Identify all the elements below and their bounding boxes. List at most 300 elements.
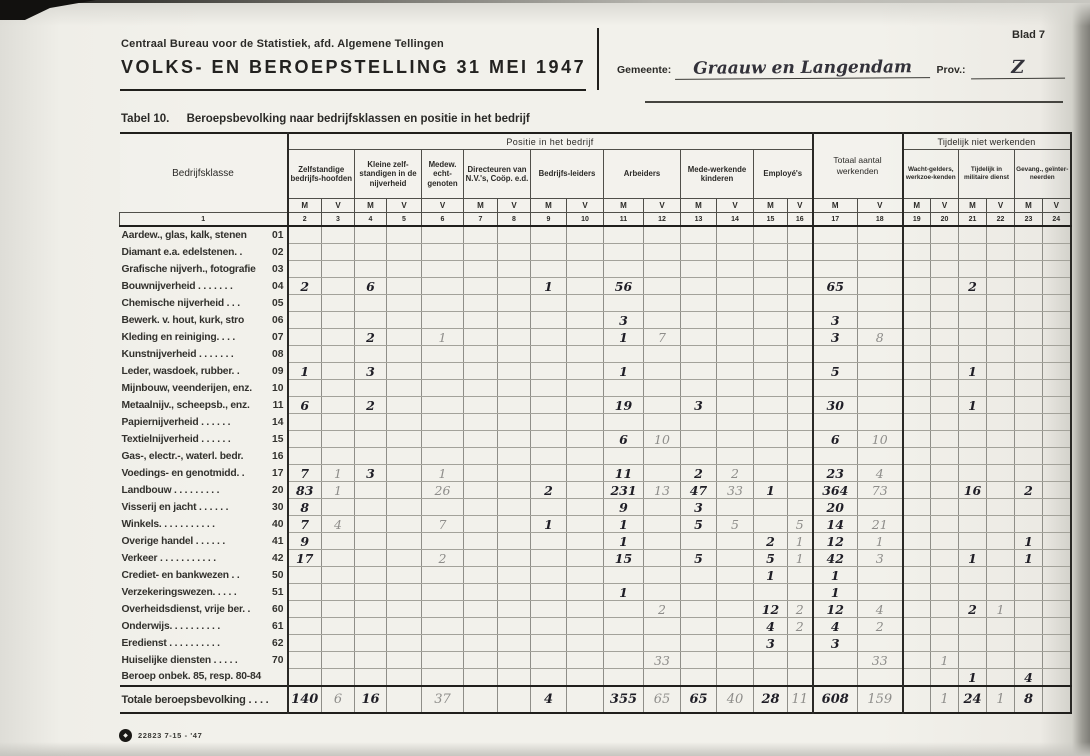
data-cell-col24 (1043, 261, 1071, 278)
data-cell-col15 (754, 516, 788, 533)
data-cell-col23: 8 (1015, 686, 1043, 713)
data-cell-col24 (1043, 329, 1071, 346)
row-label-cell (120, 226, 288, 244)
data-cell-col8 (498, 295, 531, 312)
data-cell-col4 (355, 226, 387, 244)
tijdelijk-subgroup-header: Tijdelijk in militaire dienst (959, 150, 1015, 199)
data-cell-col21 (959, 618, 987, 635)
positie-group-header: Positie in het bedrijf (288, 133, 813, 150)
cbs-logo-icon: ◆ (119, 729, 132, 742)
data-cell-col10 (567, 312, 604, 329)
industry-row (120, 448, 1071, 465)
row-label: Overheidsdienst, vrije ber. . (121, 603, 251, 615)
column-number: 22 (987, 213, 1015, 227)
data-cell-col19 (903, 397, 931, 414)
data-cell-col7 (464, 465, 498, 482)
data-cell-col17 (813, 652, 858, 669)
data-cell-col8 (498, 397, 531, 414)
data-cell-col8 (498, 601, 531, 618)
data-cell-col24 (1043, 226, 1071, 244)
data-cell-col9: 1 (531, 516, 567, 533)
data-cell-col16 (788, 380, 813, 397)
data-cell-col11 (604, 261, 644, 278)
data-cell-col19 (903, 363, 931, 380)
data-cell-col23 (1015, 431, 1043, 448)
data-cell-col3 (322, 414, 355, 431)
data-cell-col8 (498, 261, 531, 278)
data-cell-col23 (1015, 312, 1043, 329)
data-cell-col7 (464, 380, 498, 397)
data-cell-col5 (387, 550, 422, 567)
data-cell-col9 (531, 380, 567, 397)
data-cell-col5 (387, 244, 422, 261)
data-cell-col4 (355, 261, 387, 278)
data-cell-col11 (604, 618, 644, 635)
data-cell-col18 (858, 397, 903, 414)
data-cell-col6 (422, 380, 464, 397)
data-cell-col10 (567, 669, 604, 687)
data-cell-col24 (1043, 669, 1071, 687)
data-cell-col5 (387, 312, 422, 329)
row-code: 20 (272, 484, 284, 496)
row-code: 14 (272, 416, 284, 428)
data-cell-col8 (498, 533, 531, 550)
data-cell-col22 (987, 482, 1015, 499)
data-cell-col16 (788, 226, 813, 244)
data-cell-col2 (288, 261, 322, 278)
row-label-cell (120, 618, 288, 635)
data-cell-col12 (644, 584, 681, 601)
row-label-cell (120, 261, 288, 278)
data-cell-col17: 30 (813, 397, 858, 414)
data-cell-col13 (681, 669, 717, 687)
scan-edge (0, 0, 1090, 3)
data-cell-col18: 4 (858, 601, 903, 618)
row-label-cell (120, 516, 288, 533)
data-cell-col10 (567, 635, 604, 652)
data-cell-col21: 24 (959, 686, 987, 713)
data-cell-col19 (903, 567, 931, 584)
data-cell-col13: 5 (681, 550, 717, 567)
data-cell-col5 (387, 431, 422, 448)
data-cell-col11 (604, 669, 644, 687)
data-cell-col16 (788, 312, 813, 329)
row-code: 15 (272, 433, 284, 445)
data-cell-col23 (1015, 226, 1043, 244)
row-label-cell (120, 380, 288, 397)
data-cell-col8 (498, 226, 531, 244)
data-cell-col6: 7 (422, 516, 464, 533)
data-cell-col4 (355, 244, 387, 261)
data-cell-col2 (288, 346, 322, 363)
data-cell-col21 (959, 346, 987, 363)
data-cell-col6 (422, 601, 464, 618)
industry-row (120, 244, 1071, 261)
data-cell-col21 (959, 448, 987, 465)
row-label-cell (120, 363, 288, 380)
data-cell-col16: 2 (788, 601, 813, 618)
data-cell-col23 (1015, 618, 1043, 635)
data-cell-col3 (322, 601, 355, 618)
data-cell-col13 (681, 601, 717, 618)
data-cell-col13 (681, 363, 717, 380)
column-number: 5 (387, 213, 422, 227)
data-cell-col22 (987, 397, 1015, 414)
data-cell-col4 (355, 312, 387, 329)
data-cell-col3 (322, 346, 355, 363)
data-cell-col11: 15 (604, 550, 644, 567)
data-cell-col24 (1043, 380, 1071, 397)
data-cell-col23 (1015, 295, 1043, 312)
data-cell-col7 (464, 448, 498, 465)
data-cell-col4: 2 (355, 397, 387, 414)
data-cell-col4 (355, 533, 387, 550)
data-cell-col17: 364 (813, 482, 858, 499)
data-cell-col21 (959, 499, 987, 516)
data-cell-col16 (788, 414, 813, 431)
data-cell-col7 (464, 652, 498, 669)
row-code: 02 (272, 246, 284, 258)
data-cell-col15 (754, 329, 788, 346)
data-cell-col3 (322, 278, 355, 295)
data-cell-col6 (422, 618, 464, 635)
row-label-cell (120, 686, 288, 713)
column-group-header: Mede-werkende kinderen (681, 150, 754, 199)
data-cell-col11 (604, 244, 644, 261)
data-cell-col11 (604, 652, 644, 669)
data-cell-col7 (464, 499, 498, 516)
data-cell-col15 (754, 244, 788, 261)
data-cell-col22 (987, 431, 1015, 448)
data-cell-col17: 42 (813, 550, 858, 567)
data-cell-col16 (788, 261, 813, 278)
data-cell-col2 (288, 312, 322, 329)
data-cell-col4: 6 (355, 278, 387, 295)
data-cell-col17 (813, 295, 858, 312)
data-cell-col18 (858, 346, 903, 363)
data-cell-col20 (931, 635, 959, 652)
row-label: Winkels. . . . . . . . . . . (121, 518, 215, 530)
data-cell-col21: 1 (959, 397, 987, 414)
data-cell-col3: 1 (322, 482, 355, 499)
data-cell-col19 (903, 584, 931, 601)
data-cell-col23 (1015, 414, 1043, 431)
data-cell-col2: 1 (288, 363, 322, 380)
tijdelijk-subgroup-header: Wacht-gelders, werkzoe-kenden (903, 150, 959, 199)
sex-column-header: M (754, 199, 788, 213)
data-cell-col22 (987, 295, 1015, 312)
data-cell-col4: 3 (355, 363, 387, 380)
data-cell-col6 (422, 363, 464, 380)
data-cell-col9 (531, 448, 567, 465)
data-cell-col16 (788, 635, 813, 652)
data-cell-col11: 1 (604, 533, 644, 550)
data-cell-col4 (355, 584, 387, 601)
data-cell-col24 (1043, 601, 1071, 618)
data-cell-col18 (858, 635, 903, 652)
data-cell-col17: 6 (813, 431, 858, 448)
data-cell-col6: 1 (422, 329, 464, 346)
data-cell-col5 (387, 652, 422, 669)
agency-line: Centraal Bureau voor de Statistiek, afd. Algemene Tellingen (121, 38, 444, 50)
data-cell-col19 (903, 226, 931, 244)
data-cell-col12 (644, 244, 681, 261)
industry-row (120, 295, 1071, 312)
data-cell-col11 (604, 414, 644, 431)
data-cell-col17: 23 (813, 465, 858, 482)
data-cell-col5 (387, 584, 422, 601)
data-cell-col12: 7 (644, 329, 681, 346)
data-cell-col18 (858, 584, 903, 601)
data-cell-col18 (858, 669, 903, 687)
data-cell-col10 (567, 516, 604, 533)
data-cell-col18 (858, 244, 903, 261)
data-cell-col22 (987, 652, 1015, 669)
column-number: 13 (681, 213, 717, 227)
data-cell-col10 (567, 567, 604, 584)
industry-row (120, 618, 1071, 635)
data-cell-col2 (288, 295, 322, 312)
data-cell-col9 (531, 226, 567, 244)
data-cell-col17: 1 (813, 567, 858, 584)
industry-row (120, 652, 1071, 669)
data-cell-col17: 608 (813, 686, 858, 713)
data-cell-col23: 1 (1015, 550, 1043, 567)
data-cell-col20 (931, 584, 959, 601)
column-number: 16 (788, 213, 813, 227)
data-cell-col5 (387, 226, 422, 244)
data-cell-col7 (464, 686, 498, 713)
gemeente-label: Gemeente: (617, 64, 672, 76)
data-cell-col2 (288, 618, 322, 635)
data-cell-col22 (987, 226, 1015, 244)
data-cell-col9 (531, 652, 567, 669)
data-cell-col14: 40 (717, 686, 754, 713)
data-cell-col7 (464, 516, 498, 533)
data-cell-col23 (1015, 499, 1043, 516)
row-code: 62 (272, 637, 284, 649)
data-cell-col19 (903, 448, 931, 465)
data-cell-col4 (355, 448, 387, 465)
data-cell-col24 (1043, 686, 1071, 713)
column-group-header: Employé's (754, 150, 813, 199)
data-cell-col9 (531, 635, 567, 652)
data-cell-col8 (498, 550, 531, 567)
data-cell-col4 (355, 380, 387, 397)
row-label-cell (120, 550, 288, 567)
data-cell-col14: 33 (717, 482, 754, 499)
row-label: Chemische nijverheid . . . (121, 297, 240, 309)
data-cell-col9: 1 (531, 278, 567, 295)
data-cell-col5 (387, 380, 422, 397)
data-cell-col7 (464, 431, 498, 448)
gemeente-field (617, 58, 1065, 79)
data-cell-col4 (355, 567, 387, 584)
data-cell-col11 (604, 567, 644, 584)
data-cell-col5 (387, 482, 422, 499)
column-group-header: Directeuren van N.V.'s, Coöp. e.d. (464, 150, 531, 199)
data-cell-col16 (788, 346, 813, 363)
data-cell-col13 (681, 533, 717, 550)
data-cell-col14 (717, 584, 754, 601)
data-cell-col15 (754, 431, 788, 448)
data-cell-col3 (322, 312, 355, 329)
data-cell-col10 (567, 414, 604, 431)
data-cell-col17 (813, 261, 858, 278)
data-cell-col12 (644, 533, 681, 550)
data-cell-col7 (464, 295, 498, 312)
row-code: 04 (272, 280, 284, 292)
sex-column-header: V (931, 199, 959, 213)
data-cell-col9 (531, 533, 567, 550)
data-cell-col23 (1015, 652, 1043, 669)
data-cell-col2 (288, 244, 322, 261)
row-label-cell (120, 414, 288, 431)
industry-row (120, 482, 1071, 499)
row-label: Bewerk. v. hout, kurk, stro (121, 314, 245, 326)
data-cell-col20 (931, 499, 959, 516)
data-cell-col10 (567, 533, 604, 550)
data-cell-col18: 2 (858, 618, 903, 635)
row-code: 61 (272, 620, 284, 632)
row-code: 06 (272, 314, 284, 326)
industry-row (120, 533, 1071, 550)
data-cell-col13 (681, 312, 717, 329)
column-group-header: Zelfstandige bedrijfs-hoofden (288, 150, 355, 199)
data-cell-col19 (903, 669, 931, 687)
data-cell-col10 (567, 431, 604, 448)
data-cell-col10 (567, 652, 604, 669)
data-cell-col5 (387, 686, 422, 713)
sex-column-header: M (464, 199, 498, 213)
sex-column-header: M (903, 199, 931, 213)
column-group-header: Medew. echt-genoten (422, 150, 464, 199)
data-cell-col19 (903, 278, 931, 295)
industry-row (120, 226, 1071, 244)
industry-row (120, 499, 1071, 516)
data-cell-col4: 16 (355, 686, 387, 713)
data-cell-col14 (717, 414, 754, 431)
data-cell-col20 (931, 226, 959, 244)
data-cell-col21: 2 (959, 601, 987, 618)
data-cell-col11: 1 (604, 363, 644, 380)
data-cell-col3 (322, 584, 355, 601)
row-label: Bouwnijverheid . . . . . . . (121, 280, 233, 292)
column-number: 17 (813, 213, 858, 227)
data-cell-col20 (931, 669, 959, 687)
data-cell-col20 (931, 465, 959, 482)
data-cell-col21 (959, 516, 987, 533)
data-cell-col22 (987, 635, 1015, 652)
data-cell-col11 (604, 448, 644, 465)
row-label-cell (120, 669, 288, 687)
data-cell-col20: 1 (931, 652, 959, 669)
data-cell-col18 (858, 567, 903, 584)
row-label: Voedings- en genotmidd. . (121, 467, 245, 479)
data-cell-col19 (903, 533, 931, 550)
data-cell-col24 (1043, 295, 1071, 312)
blank-writing-line (645, 101, 1063, 103)
data-cell-col5 (387, 261, 422, 278)
data-cell-col9 (531, 363, 567, 380)
data-cell-col8 (498, 499, 531, 516)
column-number: 14 (717, 213, 754, 227)
data-cell-col22 (987, 261, 1015, 278)
column-group-header: Arbeiders (604, 150, 681, 199)
data-cell-col18 (858, 499, 903, 516)
data-cell-col9 (531, 550, 567, 567)
data-cell-col8 (498, 448, 531, 465)
data-cell-col11 (604, 601, 644, 618)
data-cell-col20 (931, 244, 959, 261)
industry-row (120, 584, 1071, 601)
data-cell-col14 (717, 618, 754, 635)
data-cell-col16 (788, 244, 813, 261)
data-cell-col6 (422, 584, 464, 601)
data-cell-col21: 1 (959, 550, 987, 567)
row-label: Mijnbouw, veenderijen, enz. (121, 382, 252, 394)
data-cell-col23 (1015, 244, 1043, 261)
sex-column-header: V (717, 199, 754, 213)
data-cell-col6 (422, 567, 464, 584)
data-cell-col10 (567, 584, 604, 601)
data-cell-col11: 6 (604, 431, 644, 448)
data-cell-col24 (1043, 618, 1071, 635)
data-cell-col12 (644, 499, 681, 516)
data-cell-col14 (717, 329, 754, 346)
data-cell-col15 (754, 261, 788, 278)
data-cell-col7 (464, 312, 498, 329)
data-cell-col9: 2 (531, 482, 567, 499)
data-cell-col8 (498, 414, 531, 431)
data-cell-col2 (288, 448, 322, 465)
row-label-cell (120, 533, 288, 550)
data-cell-col12 (644, 380, 681, 397)
data-cell-col10 (567, 278, 604, 295)
data-cell-col19 (903, 380, 931, 397)
data-cell-col13 (681, 431, 717, 448)
data-cell-col10 (567, 601, 604, 618)
data-cell-col11: 1 (604, 516, 644, 533)
data-cell-col18: 3 (858, 550, 903, 567)
data-cell-col16 (788, 669, 813, 687)
row-label-cell (120, 482, 288, 499)
data-cell-col7 (464, 226, 498, 244)
data-cell-col15: 2 (754, 533, 788, 550)
data-cell-col12 (644, 346, 681, 363)
total-row (120, 686, 1071, 713)
row-code: 09 (272, 365, 284, 377)
data-cell-col2: 8 (288, 499, 322, 516)
data-cell-col16 (788, 448, 813, 465)
data-cell-col9 (531, 465, 567, 482)
data-cell-col15 (754, 499, 788, 516)
data-cell-col17 (813, 346, 858, 363)
row-code: 07 (272, 331, 284, 343)
data-cell-col22 (987, 363, 1015, 380)
data-cell-col23 (1015, 363, 1043, 380)
data-cell-col4 (355, 601, 387, 618)
data-cell-col7 (464, 482, 498, 499)
data-cell-col12: 10 (644, 431, 681, 448)
data-cell-col6 (422, 312, 464, 329)
data-cell-col22: 1 (987, 601, 1015, 618)
sex-column-header: M (355, 199, 387, 213)
data-cell-col14 (717, 601, 754, 618)
data-cell-col17 (813, 448, 858, 465)
data-cell-col8 (498, 482, 531, 499)
data-cell-col14 (717, 567, 754, 584)
